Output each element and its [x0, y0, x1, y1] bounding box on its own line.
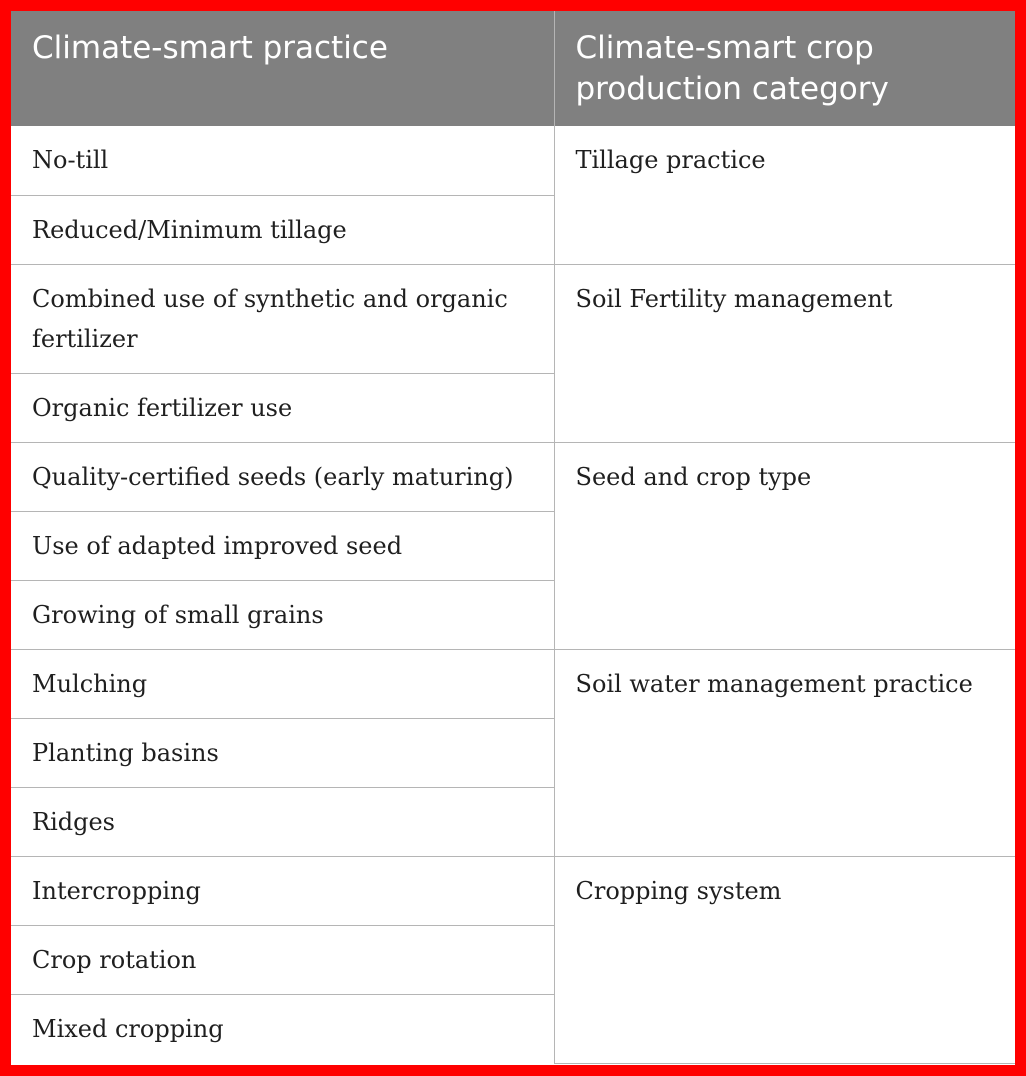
table-row: [11, 126, 1015, 195]
practice-cell: Crop rotation: [11, 925, 554, 994]
header-category: Climate-smart crop production category: [554, 11, 1015, 126]
practice-cell: Ridges: [11, 787, 554, 856]
header-practice: Climate-smart practice: [11, 11, 554, 126]
practice-cell: Planting basins: [11, 718, 554, 787]
category-cell: Soil water management practice: [554, 649, 1015, 856]
category-cell: Cropping system: [554, 856, 1015, 1063]
category-cell: Soil Fertility management: [554, 264, 1015, 442]
category-cell: Seed and crop type: [554, 442, 1015, 649]
practice-cell: Combined use of synthetic and organic fertilizer: [11, 264, 554, 373]
practice-cell: Mulching: [11, 649, 554, 718]
table-row: [11, 649, 1015, 718]
practice-cell: Mixed cropping: [11, 994, 554, 1063]
practice-cell: No-till: [11, 126, 554, 195]
table-row: [11, 264, 1015, 373]
table-row: [11, 856, 1015, 925]
practice-cell: Use of adapted improved seed: [11, 511, 554, 580]
practice-cell: Reduced/Minimum tillage: [11, 195, 554, 264]
table-row: [11, 442, 1015, 511]
practice-cell: Intercropping: [11, 856, 554, 925]
practice-cell: Quality-certified seeds (early maturing): [11, 442, 554, 511]
header-row: [11, 11, 1015, 126]
practice-cell: Growing of small grains: [11, 580, 554, 649]
category-cell: Tillage practice: [554, 126, 1015, 264]
practice-cell: Organic fertilizer use: [11, 373, 554, 442]
practices-table: [11, 11, 1015, 1064]
